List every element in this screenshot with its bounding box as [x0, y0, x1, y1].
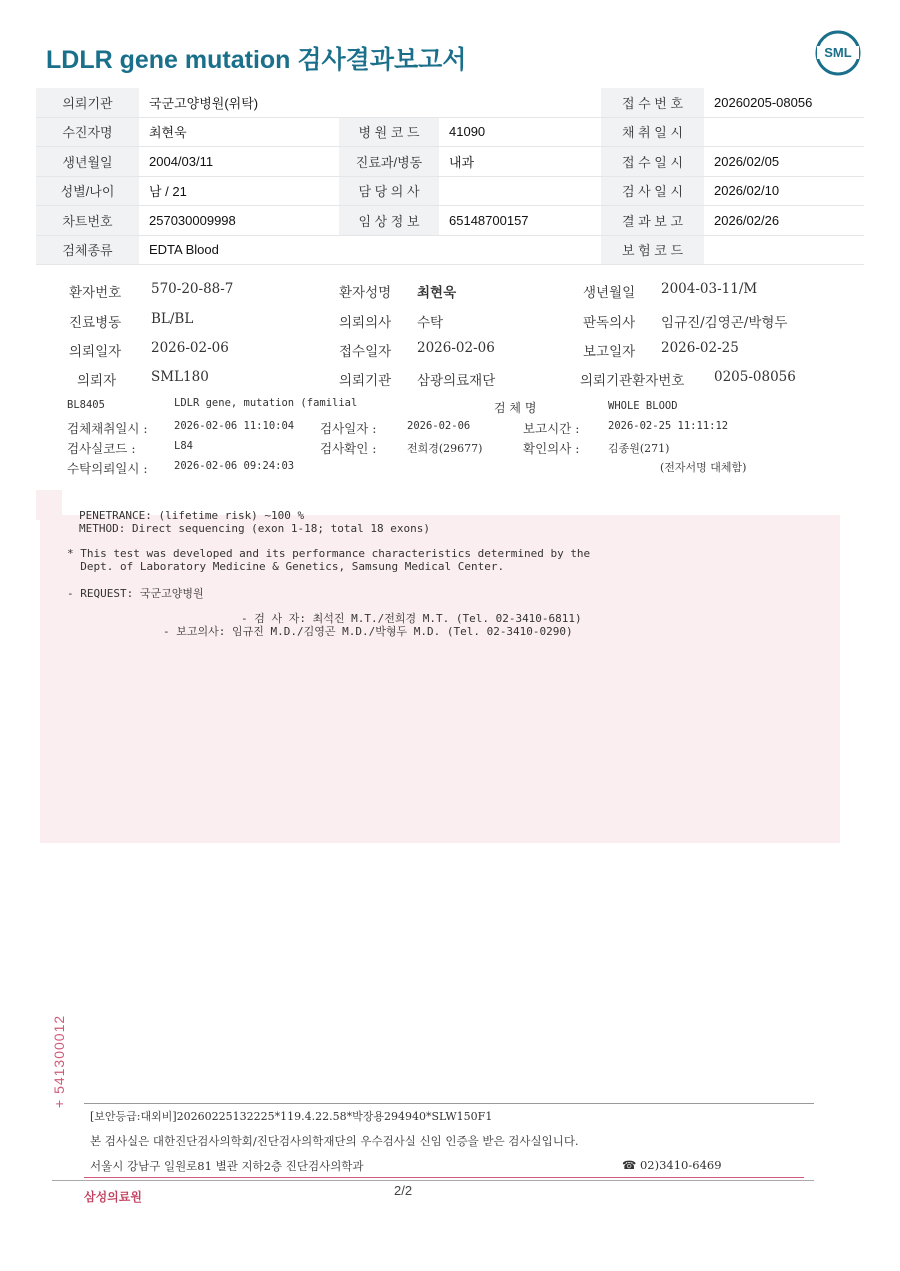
ward: BL/BL — [151, 311, 194, 327]
header-info-table — [36, 88, 864, 265]
report-date-label: 보고일자 — [583, 344, 636, 360]
security-line: [보안등급:대외비]20260225132225*119.4.22.58*박장용294940*SLW150F1 — [90, 1110, 493, 1123]
reporter-line: - 보고의사: 임규진 M.D./김영곤 M.D./박형두 M.D. (Tel. 02-3410-0290) — [163, 625, 573, 638]
header-label: 임 상 정 보 — [339, 206, 439, 236]
header-label: 병 원 코 드 — [339, 117, 439, 147]
header-row — [36, 117, 864, 147]
confirm-dr: 김종원(271) — [608, 442, 670, 455]
header-value: 20260205-08056 — [704, 88, 864, 117]
header-value: 257030009998 — [139, 206, 339, 236]
header-value: 2004/03/11 — [139, 147, 339, 177]
penetrance-line: PENETRANCE: (lifetime risk) ~100 % — [79, 509, 305, 522]
confirm-label: 검사확인 : — [320, 441, 377, 456]
header-label: 검 사 일 시 — [601, 176, 704, 206]
specimen: WHOLE BLOOD — [608, 400, 678, 412]
confirm: 전희경(29677) — [407, 442, 483, 455]
collect: 2026-02-06 11:10:04 — [174, 420, 295, 432]
org-label: 의뢰기관 — [339, 373, 392, 389]
requester-label: 의뢰자 — [77, 373, 117, 389]
patient-no-label: 환자번호 — [69, 285, 122, 301]
report-title: LDLR gene mutation 검사결과보고서 — [46, 46, 467, 74]
patient-dob-label: 생년월일 — [583, 285, 636, 301]
method-line: METHOD: Direct sequencing (exon 1-18; total 18 exons) — [79, 522, 430, 535]
footer-accent-line — [84, 1177, 804, 1178]
recv-date: 2026-02-06 — [417, 340, 495, 356]
header-value: 2026/02/26 — [704, 206, 864, 236]
header-row — [36, 88, 864, 117]
report-time-label: 보고시간 : — [523, 421, 580, 436]
patient-dob: 2004-03-11/M — [661, 281, 758, 297]
header-label: 보 험 코 드 — [601, 235, 704, 265]
exam-date: 2026-02-06 — [407, 420, 471, 432]
svg-text:+ 541300012: + 541300012 — [51, 1014, 67, 1108]
header-row — [36, 235, 864, 265]
header-label: 접 수 일 시 — [601, 147, 704, 177]
report-date: 2026-02-25 — [661, 340, 739, 356]
report-time: 2026-02-25 11:11:12 — [608, 420, 729, 432]
header-value: 65148700157 — [439, 206, 601, 236]
esign-note: (전자서명 대체함) — [660, 461, 747, 474]
header-value: 2026/02/10 — [704, 176, 864, 206]
doctor: 수탁 — [417, 315, 444, 331]
phone-line: ☎ 02)3410-6469 — [622, 1158, 722, 1172]
header-label: 담 당 의 사 — [339, 176, 439, 206]
org-pid: 0205-08056 — [714, 369, 796, 385]
reader: 임규진/김영곤/박형두 — [661, 315, 788, 331]
examiner-line: - 검 사 자: 최석진 M.T./전희경 M.T. (Tel. 02-3410-6811) — [241, 612, 582, 625]
side-serial-number — [44, 990, 74, 1110]
header-label: 수진자명 — [36, 117, 139, 147]
confirm-dr-label: 확인의사 : — [523, 441, 580, 456]
header-label: 의뢰기관 — [36, 88, 139, 117]
header-label: 진료과/병동 — [339, 147, 439, 177]
request-line: - REQUEST: 국군고양병원 — [67, 587, 204, 600]
lab-code: L84 — [174, 440, 193, 452]
collect-label: 검체채취일시 : — [67, 421, 148, 436]
header-row — [36, 206, 864, 236]
requester: SML180 — [151, 369, 209, 385]
org-pid-label: 의뢰기관환자번호 — [580, 373, 685, 389]
exam-date-label: 검사일자 : — [320, 421, 377, 436]
header-value — [704, 235, 864, 265]
test-name: LDLR gene, mutation (familial — [174, 397, 358, 409]
consign-label: 수탁의뢰일시 : — [67, 461, 148, 476]
header-label: 생년월일 — [36, 147, 139, 177]
header-label: 채 취 일 시 — [601, 117, 704, 147]
header-value — [439, 176, 601, 206]
header-value: 내과 — [439, 147, 601, 177]
recv-date-label: 접수일자 — [339, 344, 392, 360]
consign: 2026-02-06 09:24:03 — [174, 460, 295, 472]
org: 삼광의료재단 — [417, 373, 496, 389]
footer-bottom-line — [52, 1180, 814, 1181]
header-value: 남 / 21 — [139, 176, 339, 206]
test-code: BL8405 — [67, 399, 105, 411]
req-date-label: 의뢰일자 — [69, 344, 122, 360]
patient-name: 최현욱 — [417, 285, 457, 301]
header-label: 성별/나이 — [36, 176, 139, 206]
certification-line: 본 검사실은 대한진단검사의학회/진단검사의학재단의 우수검사실 신임 인증을 받은 검사실입니다. — [90, 1134, 579, 1148]
header-value — [704, 117, 864, 147]
reader-label: 판독의사 — [583, 315, 636, 331]
header-label: 접 수 번 호 — [601, 88, 704, 117]
header-label: 차트번호 — [36, 206, 139, 236]
req-date: 2026-02-06 — [151, 340, 229, 356]
header-value: EDTA Blood — [139, 235, 601, 265]
doctor-label: 의뢰의사 — [339, 315, 392, 331]
header-label: 결 과 보 고 — [601, 206, 704, 236]
header-value: 2026/02/05 — [704, 147, 864, 177]
header-value: 국군고양병원(위탁) — [139, 88, 601, 117]
header-value: 최현욱 — [139, 117, 339, 147]
disclaimer-line1: * This test was developed and its performance characteristics determined by the — [67, 547, 591, 560]
disclaimer-line2: Dept. of Laboratory Medicine & Genetics, Samsung Medical Center. — [67, 560, 505, 573]
patient-no: 570-20-88-7 — [151, 281, 234, 297]
patient-name-label: 환자성명 — [339, 285, 392, 301]
sml-logo — [815, 30, 861, 76]
specimen-label: 검 체 명 — [494, 401, 537, 415]
ward-label: 진료병동 — [69, 315, 122, 331]
address-line: 서울시 강남구 일원로81 별관 지하2층 진단검사의학과 — [90, 1159, 364, 1173]
header-row — [36, 147, 864, 177]
footer-divider — [84, 1103, 814, 1104]
lab-code-label: 검사실코드 : — [67, 441, 136, 456]
svg-text:SML: SML — [824, 45, 852, 60]
header-label: 검체종류 — [36, 235, 139, 265]
page-number: 2/2 — [394, 1183, 413, 1198]
header-row — [36, 176, 864, 206]
header-value: 41090 — [439, 117, 601, 147]
hospital-logo-text: 삼성의료원 — [84, 1190, 142, 1204]
